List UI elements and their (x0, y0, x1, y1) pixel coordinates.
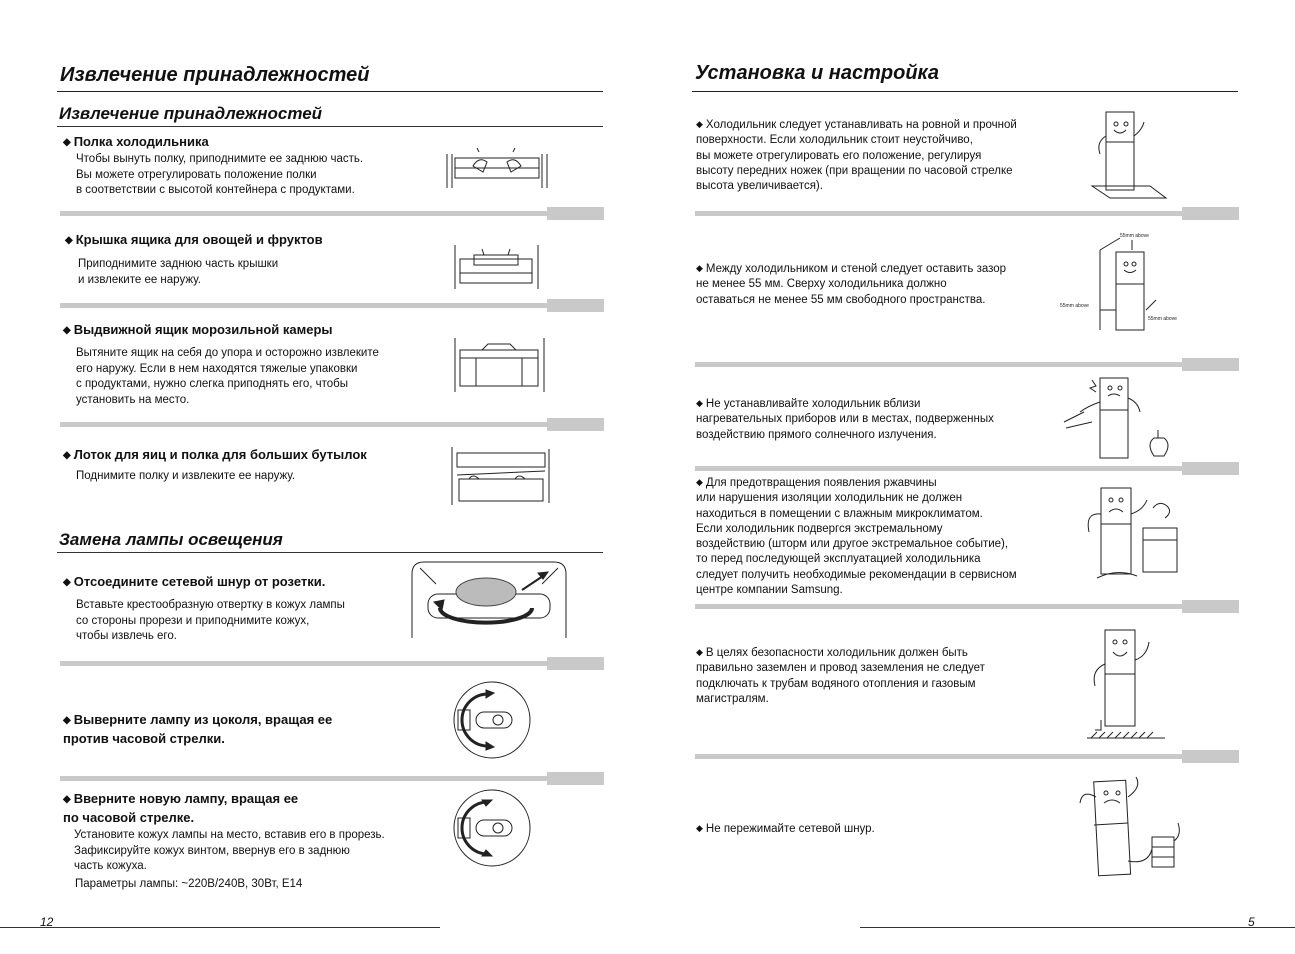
install-item-power-cord: ◆ Не пережимайте сетевой шнур. (696, 822, 875, 837)
section-separator (60, 776, 547, 781)
freezer-drawer-illustration (452, 336, 548, 396)
section-heading-shelf: ◆ Полка холодильника (63, 134, 209, 149)
left-page-title: Извлечение принадлежностей (60, 64, 370, 86)
separator-tab (547, 418, 604, 431)
section-separator (695, 211, 1182, 216)
section-separator (60, 422, 547, 427)
shelf-illustration (443, 144, 553, 194)
right-page-title: Установка и настройка (695, 62, 940, 84)
right-page-number: 5 (1248, 915, 1255, 929)
separator-tab (1182, 750, 1239, 763)
lamp-step-2-heading: ◆ Выверните лампу из цоколя, вращая ее против часовой стрелки. (63, 711, 332, 747)
separator-tab (547, 657, 604, 670)
section-separator (60, 661, 547, 666)
section-heading-crisper-cover: ◆ Крышка ящика для овощей и фруктов (65, 232, 323, 247)
clearance-label-top: 55mm above (1120, 233, 1149, 239)
lamp-screw-in-illustration (452, 788, 532, 868)
install-item-grounding: ◆ В целях безопасности холодильник должен быть правильно заземлен и провод заземления не следует подключать к трубам водяного отопления и газовым магистралям. (696, 646, 985, 707)
section-heading-freezer-drawer: ◆ Выдвижной ящик морозильной камеры (63, 322, 333, 337)
section-text-egg-tray: Поднимите полку и извлеките ее наружу. (76, 470, 296, 482)
lamp-section-title: Замена лампы освещения (59, 530, 283, 549)
lamp-step-3-text: Установите кожух лампы на место, вставив его в прорезь. Зафиксируйте кожух винтом, ввернув его в заднюю часть кожуха. (74, 829, 385, 872)
left-page-number: 12 (40, 915, 54, 929)
separator-tab (547, 299, 604, 312)
lamp-step-3-heading: ◆ Вверните новую лампу, вращая ее по часовой стрелке. (63, 790, 298, 826)
clearance-label-back: 55mm above (1148, 316, 1177, 322)
section-separator (695, 604, 1182, 609)
install-item-humidity: ◆ Для предотвращения появления ржавчины или нарушения изоляции холодильник не должен находиться в помещении с влажным микроклиматом. Если холодильник подвергся экстремальному воздействию (шторм или другое экстремальное событие), то перед последующей эксплуатацией холодильника следует получить необходимые рекомендации в сервисном центре компании Samsung. (696, 476, 1017, 598)
lamp-unscrew-illustration (452, 680, 532, 760)
clearance-label-side: 55mm above (1060, 303, 1089, 309)
left-footer-rule (0, 927, 440, 928)
separator-tab (547, 207, 604, 220)
separator-tab (1182, 600, 1239, 613)
install-item-level-surface: ◆ Холодильник следует устанавливать на ровной и прочной поверхности. Если холодильник стоит неустойчиво, вы можете отрегулировать его положение, регулируя высоту передних ножек (при вращении по часовой стрелке высота увеличивается). (696, 118, 1017, 194)
section-text-shelf: Чтобы вынуть полку, приподнимите ее заднюю часть. Вы можете отрегулировать положение полки в соответствии с высотой контейнера с продуктами. (76, 153, 364, 196)
section-text-crisper-cover: Приподнимите заднюю часть крышки и извлеките ее наружу. (78, 258, 279, 286)
section-separator (695, 466, 1182, 471)
right-title-rule (692, 91, 1238, 92)
subtitle-rule (57, 126, 603, 127)
section-text-freezer-drawer: Вытяните ящик на себя до упора и осторожно извлеките его наружу. Если в нем находятся тяжелые упаковки с продуктами, нужно слегка приподнять его, чтобы установить на место. (76, 347, 379, 406)
fridge-power-cord-illustration (1074, 775, 1189, 880)
section-separator (695, 754, 1182, 759)
lamp-step-1-text: Вставьте крестообразную отвертку в кожух лампы со стороны прорези и приподнимите кожух, чтобы извлечь его. (76, 599, 345, 642)
lamp-cover-illustration (410, 560, 568, 640)
section-separator (60, 303, 547, 308)
fridge-on-floor-illustration (1090, 108, 1170, 198)
separator-tab (1182, 462, 1239, 475)
right-footer-rule (860, 927, 1295, 928)
install-item-clearance: ◆ Между холодильником и стеной следует оставить зазор не менее 55 мм. Сверху холодильника должно оставаться не менее 55 мм свободного пространства. (696, 262, 1006, 308)
separator-tab (547, 772, 604, 785)
lamp-step-1-heading: ◆ Отсоедините сетевой шнур от розетки. (63, 574, 325, 589)
section-separator (60, 211, 547, 216)
fridge-clearance-illustration (1060, 230, 1185, 340)
install-item-heat-sources: ◆ Не устанавливайте холодильник вблизи нагревательных приборов или в местах, подверженных воздействию прямого солнечного излучения. (696, 397, 994, 443)
section-separator (695, 362, 1182, 367)
fridge-heat-illustration (1062, 372, 1177, 462)
separator-tab (1182, 207, 1239, 220)
section-heading-egg-tray: ◆ Лоток для яиц и полка для больших бутылок (63, 447, 367, 462)
title-rule (57, 91, 603, 92)
fridge-humidity-illustration (1083, 484, 1183, 584)
crisper-cover-illustration (452, 243, 542, 291)
fridge-grounding-illustration (1085, 624, 1170, 742)
left-page-subtitle: Извлечение принадлежностей (59, 104, 323, 123)
lamp-parameters: Параметры лампы: ~220В/240В, 30Вт, E14 (75, 878, 303, 890)
separator-tab (1182, 358, 1239, 371)
egg-tray-illustration (449, 445, 553, 507)
lamp-title-rule (57, 552, 603, 553)
